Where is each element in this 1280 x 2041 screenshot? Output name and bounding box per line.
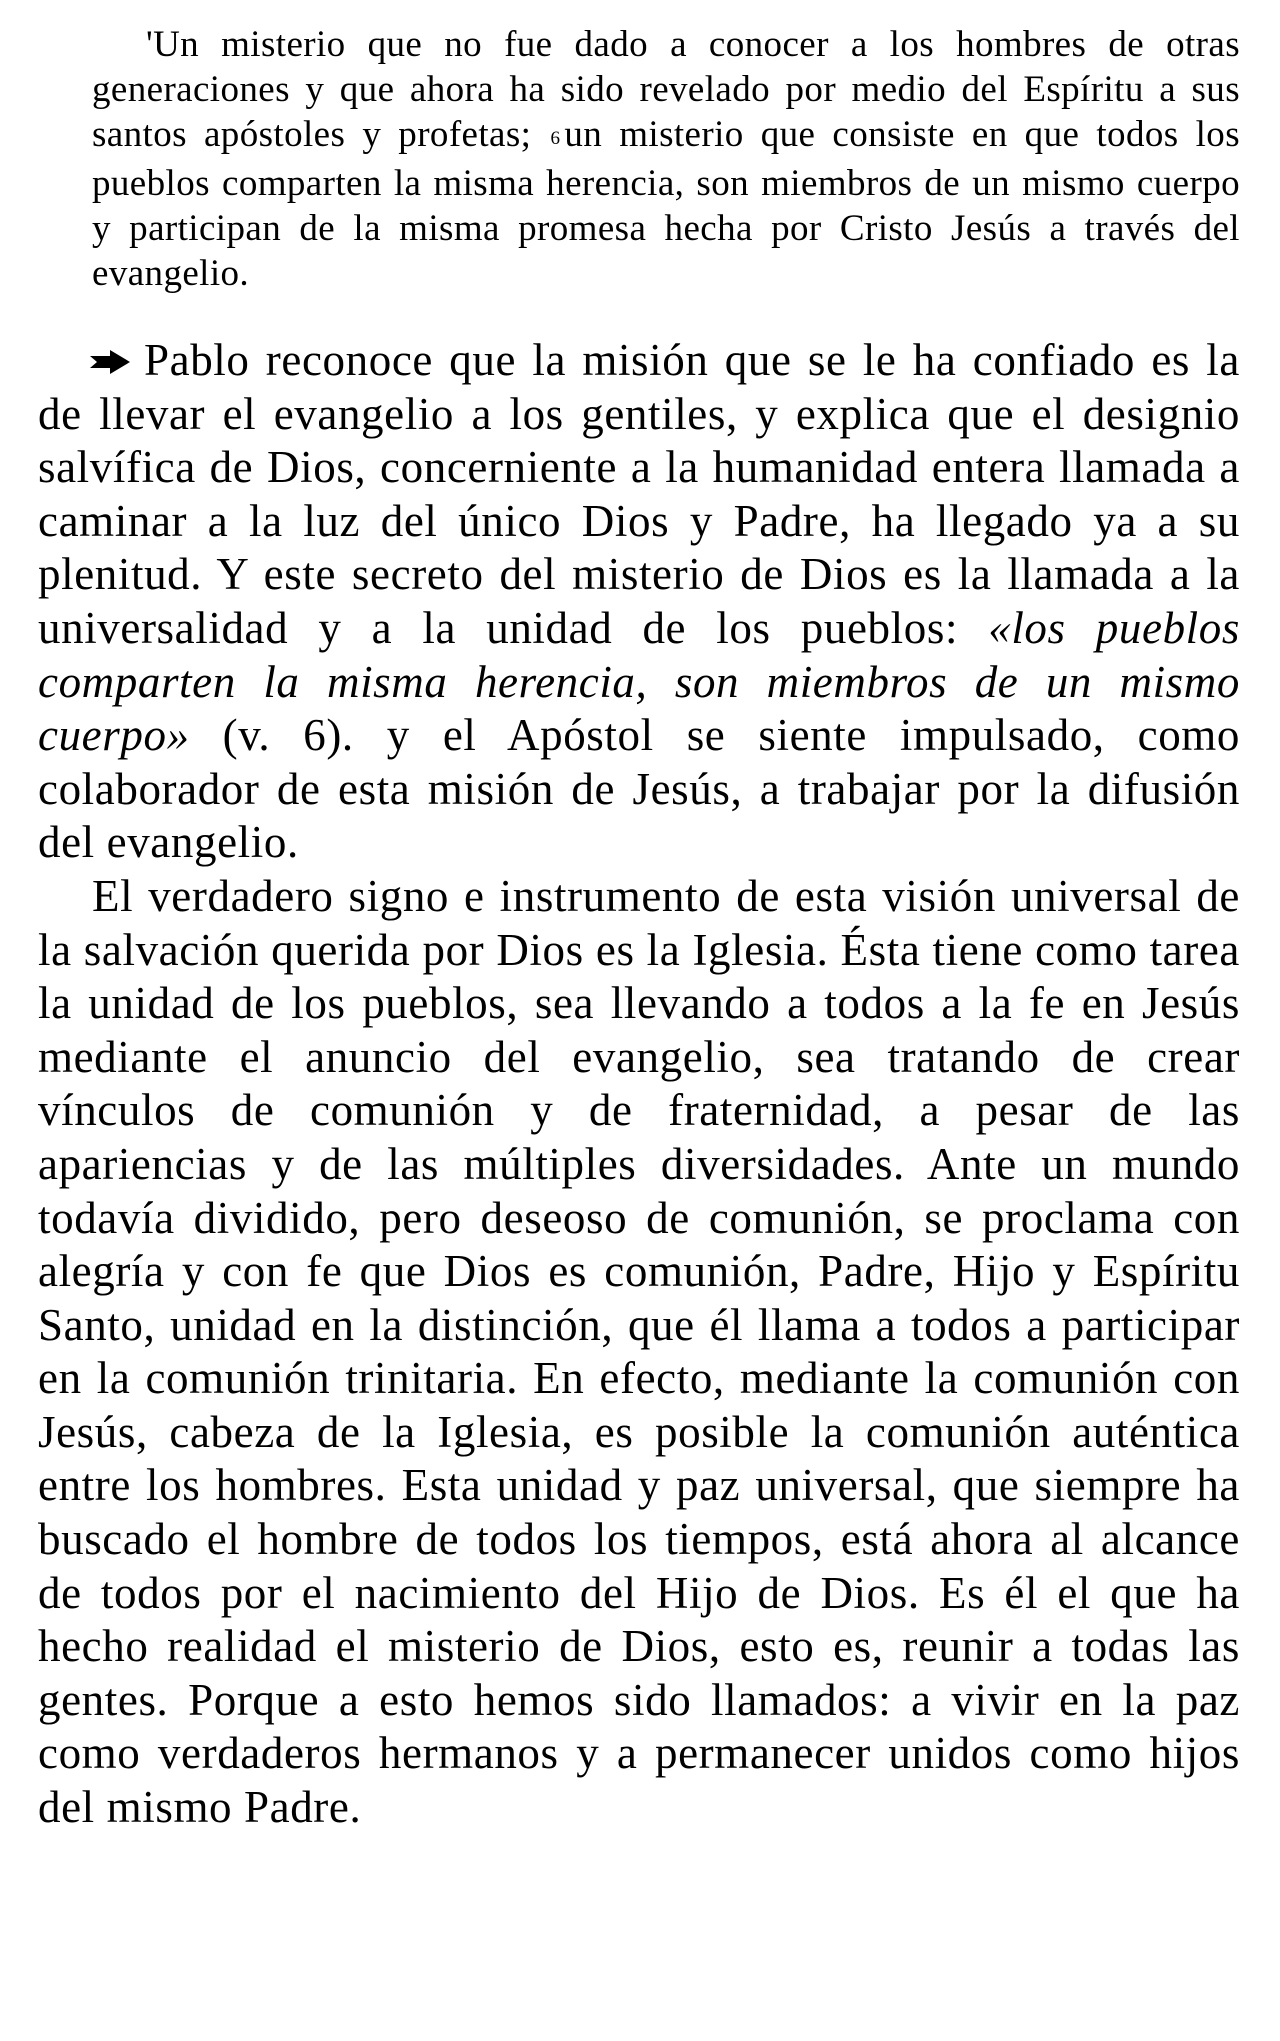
commentary bbox=[38, 334, 1240, 1835]
quote-text-part1: 'Un misterio que no fue dado a conocer a los hombres de otras generaciones y que ahora ha sido revelado por medio del Espíritu a sus santos apóstoles y profetas; bbox=[92, 24, 1240, 155]
commentary-paragraph-2: El verdadero signo e instrumento de esta visión universal de la salvación querida por Dios es la Iglesia. Ésta tiene como tarea la unidad de los pueblos, sea llevando a todos a la fe en Jesús mediante el anuncio del evangelio, sea tratando de crear vínculos de comunión y de fraternidad, a pesar de las apariencias y de las múltiples diversidades. Ante un mundo todavía dividido, pero deseoso de comunión, se proclama con alegría y con fe que Dios es comunión, Padre, Hijo y Espíritu Santo, unidad en la distinción, que él llama a todos a participar en la comunión trinitaria. En efecto, mediante la comunión con Jesús, cabeza de la Iglesia, es posible la comunión auténtica entre los hombres. Esta unidad y paz universal, que siempre ha buscado el hombre de todos los tiempos, está ahora al alcance de todos por el nacimiento del Hijo de Dios. Es él el que ha hecho realidad el misterio de Dios, esto es, reunir a todas las gentes. Porque a esto hemos sido llamados: a vivir en la paz como verdaderos hermanos y a permanecer unidos como hijos del mismo Padre. bbox=[38, 870, 1240, 1833]
commentary-paragraph-1 bbox=[38, 334, 1240, 870]
scripture-quote bbox=[92, 22, 1240, 296]
page bbox=[38, 22, 1240, 1835]
paragraph1-text: Pablo reconoce que la misión que se le ha confiado es la de llevar el evangelio a los gentiles, y explica que el designio salvífica de Dios, concerniente a la humanidad entera llamada a caminar a la luz del único Dios y Padre, ha llegado ya a su plenitud. Y este secreto del misterio de Dios es la llamada a la universalidad y a la unidad de los pueblos: bbox=[38, 335, 1240, 653]
paragraph1-text-end: (v. 6). y el Apóstol se siente impulsado, como colaborador de esta misión de Jesús, a trabajar por la difusión del evangelio. bbox=[38, 710, 1240, 868]
arrow-right-icon bbox=[88, 349, 132, 375]
quote-text-part2: un misterio que consiste en que todos los pueblos comparten la misma herencia, son miembros de un mismo cuerpo y participan de la misma promesa hecha por Cristo Jesús a través del evangelio. bbox=[92, 114, 1240, 294]
verse-number: 6 bbox=[550, 128, 561, 149]
paragraph1-italic-quote: «los pueblos comparten la misma herencia, son miembros de un mismo cuerpo» bbox=[38, 602, 1240, 761]
